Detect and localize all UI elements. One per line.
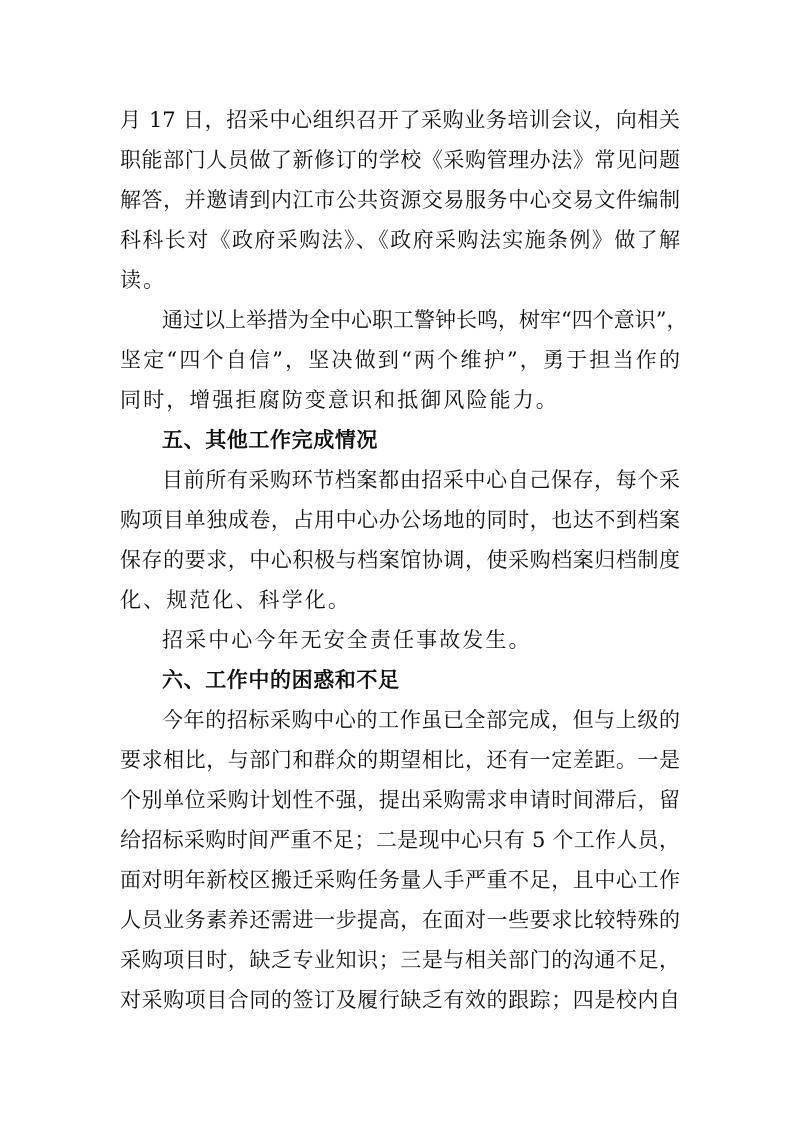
paragraph-line: 通过以上举措为全中心职工警钟长鸣，树牢“四个意识”， [162,308,688,332]
paragraph-line: 月 17 日，招采中心组织召开了采购业务培训会议，向相关 [120,108,680,132]
paragraph-line: 目前所有采购环节档案都由招采中心自己保存，每个采 [162,468,680,492]
paragraph-line: 给招标采购时间严重不足；二是现中心只有 5 个工作人员， [120,828,680,852]
paragraph-line: 科科长对《政府采购法》、《政府采购法实施条例》做了解 [120,228,680,252]
paragraph-line: 人员业务素养还需进一步提高，在面对一些要求比较特殊的 [120,908,680,932]
paragraph-line: 职能部门人员做了新修订的学校《采购管理办法》常见问题 [120,148,680,172]
paragraph-line: 同时，增强拒腐防变意识和抵御风险能力。 [120,388,559,412]
paragraph-line: 个别单位采购计划性不强，提出采购需求申请时间滞后，留 [120,788,680,812]
paragraph-line: 化、规范化、科学化。 [120,588,351,612]
paragraph-line: 今年的招标采购中心的工作虽已全部完成，但与上级的 [162,708,680,732]
paragraph-line: 保存的要求，中心积极与档案馆协调，使采购档案归档制度 [120,548,680,572]
section-heading: 六、工作中的困惑和不足 [162,668,400,692]
paragraph-line: 采购项目时，缺乏专业知识；三是与相关部门的沟通不足， [120,948,680,972]
section-heading: 五、其他工作完成情况 [162,428,378,452]
paragraph-line: 面对明年新校区搬迁采购任务量人手严重不足，且中心工作 [120,868,680,892]
paragraph-line: 坚定“四个自信”，坚决做到“两个维护”，勇于担当作的 [120,348,680,372]
paragraph-line: 解答，并邀请到内江市公共资源交易服务中心交易文件编制 [120,188,680,212]
paragraph-line: 要求相比，与部门和群众的期望相比，还有一定差距。一是 [120,748,680,772]
paragraph-line: 招采中心今年无安全责任事故发生。 [162,628,532,652]
paragraph-line: 对采购项目合同的签订及履行缺乏有效的跟踪；四是校内自 [120,988,680,1012]
paragraph-line: 购项目单独成卷，占用中心办公场地的同时，也达不到档案 [120,508,680,532]
paragraph-line: 读。 [120,268,167,292]
